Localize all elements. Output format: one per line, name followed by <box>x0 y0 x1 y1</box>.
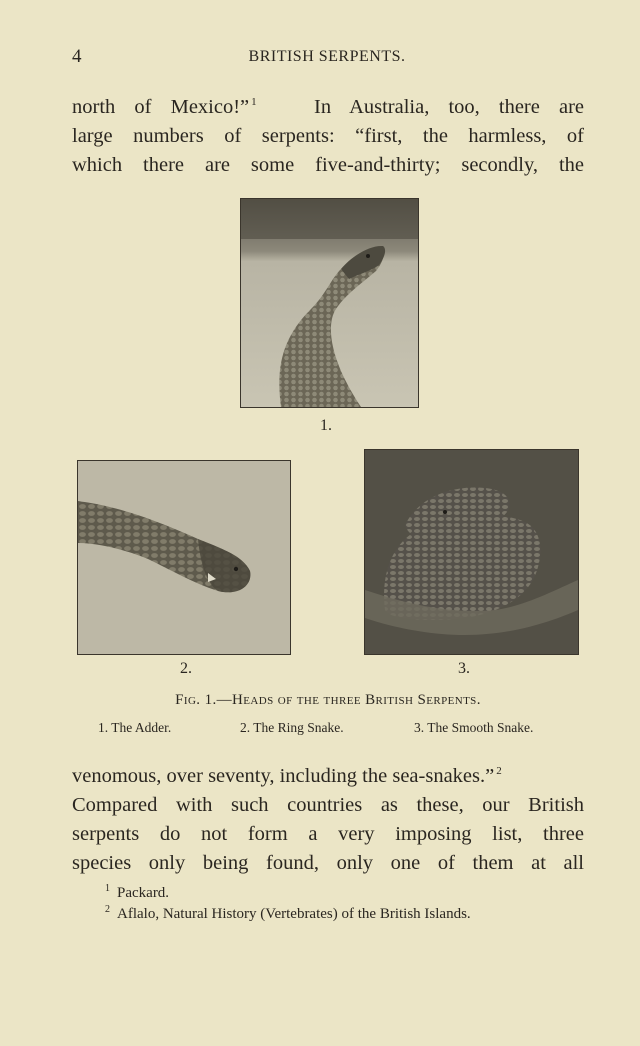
figure-caption <box>0 692 640 709</box>
text-line: large numbers of serpents: “first, the harmless, of <box>72 125 584 147</box>
snake-photo-smooth-snake <box>364 449 579 655</box>
snake-photo-ring-snake <box>77 460 291 655</box>
footnote-mark: 1 <box>105 883 110 894</box>
figure-legend-item: 2. The Ring Snake. <box>240 720 344 735</box>
text-fragment: venomous, over seventy, including the sea-snakes.” <box>72 765 495 787</box>
footnote <box>105 883 169 902</box>
photo-number: 2. <box>180 660 192 677</box>
text-line <box>72 88 584 122</box>
figure-label: Fig. 1.— <box>175 692 233 708</box>
footnote <box>105 904 471 923</box>
photo-number: 1. <box>320 417 332 434</box>
body-paragraph-top <box>72 88 584 180</box>
text-line: Compared with such countries as these, our British <box>72 794 584 816</box>
snake-photo-adder <box>240 198 419 408</box>
body-paragraph-bottom <box>72 757 584 878</box>
figure-legend-item: 1. The Adder. <box>98 720 172 735</box>
text-line <box>72 757 584 791</box>
text-line: which there are some five-and-thirty; secondly, the <box>72 154 584 176</box>
photo-number: 3. <box>458 660 470 677</box>
footnote-ref: 1 <box>251 96 257 108</box>
text-line: species only being found, only one of them at all <box>72 852 584 874</box>
running-head: BRITISH SERPENTS. <box>248 48 406 65</box>
text-fragment: In Australia, too, there are <box>314 96 585 118</box>
page-number: 4 <box>72 46 82 67</box>
figure-legend-item: 3. The Smooth Snake. <box>414 720 534 735</box>
text-line: serpents do not form a very imposing list, three <box>72 823 584 845</box>
footnote-text: Aflalo, Natural History (Vertebrates) of the British Islands. <box>117 906 471 922</box>
figure-title: Heads of the three British Serpents. <box>232 692 481 708</box>
text-fragment: north of Mexico!” <box>72 96 250 118</box>
footnote-mark: 2 <box>105 904 110 915</box>
footnote-ref: 2 <box>496 765 502 777</box>
footnote-text: Packard. <box>117 885 170 901</box>
